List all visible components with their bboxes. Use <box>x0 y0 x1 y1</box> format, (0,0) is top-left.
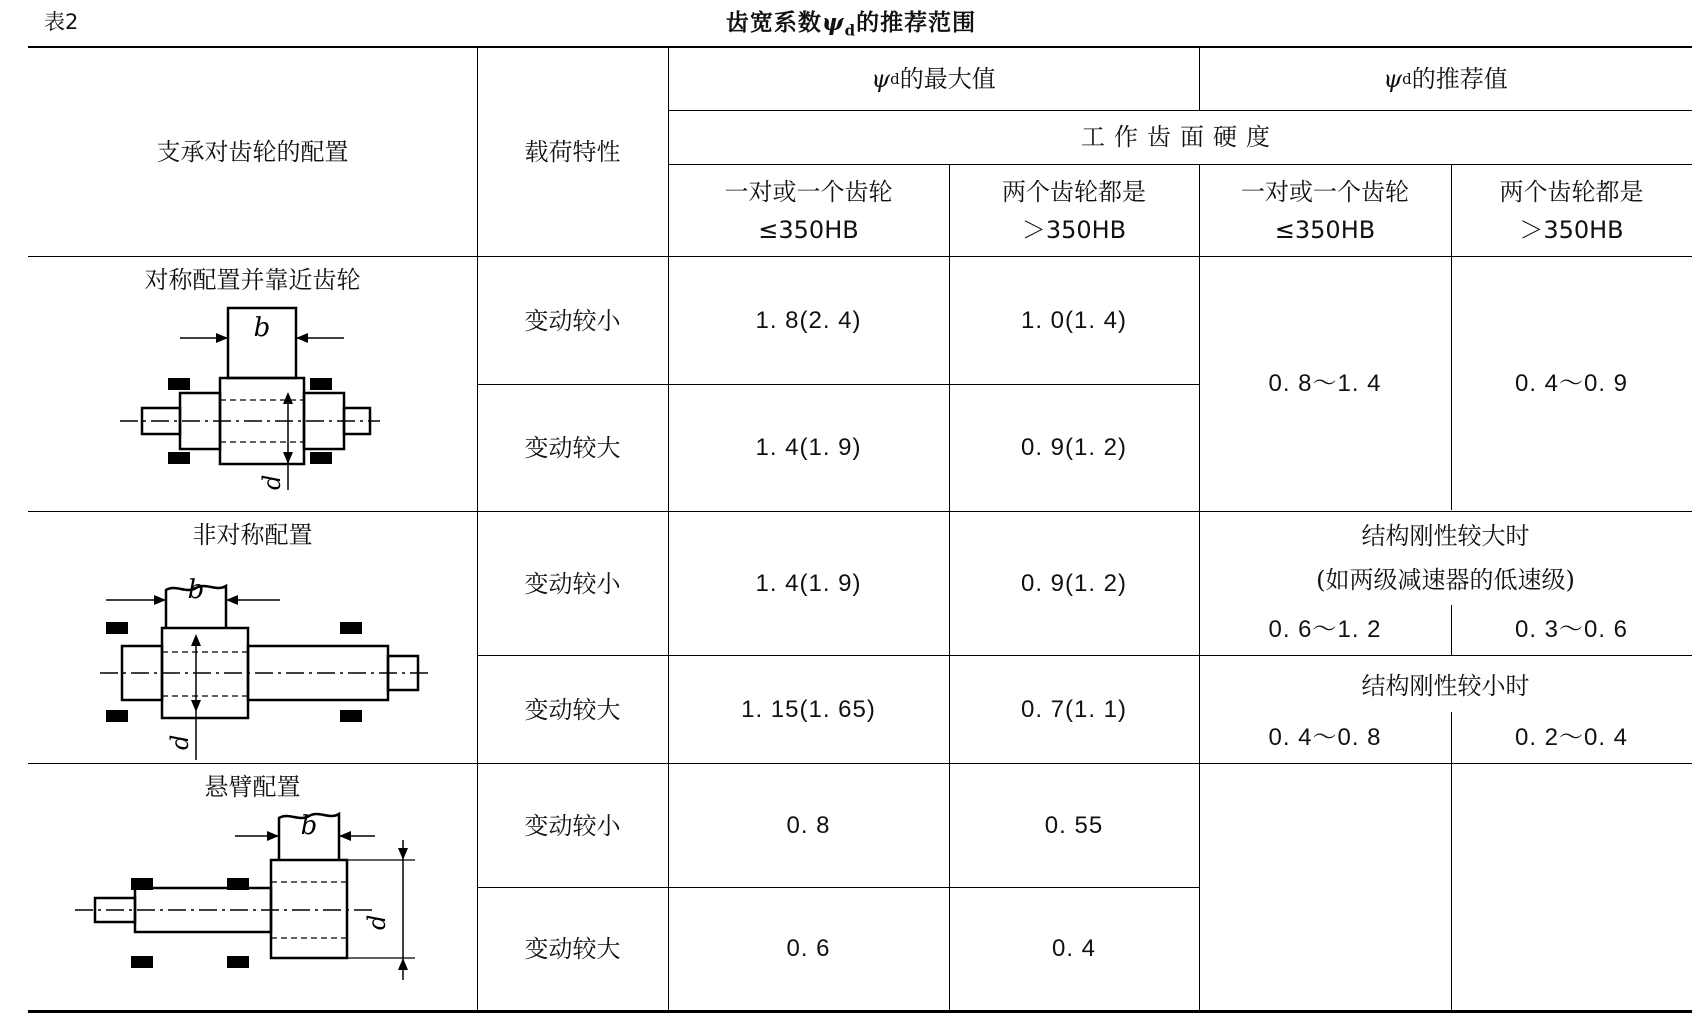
max-soft-cell: 1. 4(1. 9) <box>755 434 862 461</box>
header-load: 载荷特性 <box>524 138 621 166</box>
symmetric-gear-diagram <box>120 300 380 510</box>
bottom-rule <box>28 1010 1692 1013</box>
config-label: 对称配置并靠近齿轮 <box>144 266 361 294</box>
max-soft-cell: 0. 8 <box>786 811 831 839</box>
diameter-label: d <box>258 474 286 490</box>
load-cell: 变动较大 <box>524 935 621 963</box>
header-config: 支承对齿轮的配置 <box>156 138 349 166</box>
max-hard-cell: 0. 7(1. 1) <box>1020 695 1128 723</box>
header-recommended-value: ψ d 的推荐值 <box>1383 65 1508 93</box>
max-hard-cell: 0. 9(1. 2) <box>1020 434 1128 461</box>
width-label: b <box>187 575 205 605</box>
rec-note-rigid: 结构刚性较大时 <box>1361 522 1530 550</box>
subheader-col-2: 两个齿轮都是 ＞350HB <box>1002 177 1146 244</box>
max-hard-cell: 0. 4 <box>1051 935 1097 962</box>
header-max-value: ψ d 的最大值 <box>871 65 996 93</box>
rec-hard-cell: 0. 3～0. 6 <box>1514 616 1629 643</box>
width-label: b <box>253 313 271 343</box>
load-cell: 变动较小 <box>524 569 621 598</box>
cantilever-gear-diagram <box>75 810 435 1000</box>
diameter-label: d <box>166 734 194 750</box>
rec-hard-cell: 0. 2～0. 4 <box>1514 724 1629 751</box>
table-title: 齿宽系数$\psi_d$的推荐范围 <box>725 9 977 40</box>
diameter-label: d <box>363 914 391 930</box>
grid-line <box>1451 764 1452 1011</box>
rec-note-flexible: 结构刚性较小时 <box>1361 672 1530 700</box>
max-soft-cell: 0. 6 <box>786 935 831 962</box>
subheader-col-1: 一对或一个齿轮 ≤350HB <box>724 177 893 244</box>
load-cell: 变动较大 <box>524 434 621 462</box>
subheader-col-4: 两个齿轮都是 ＞350HB <box>1499 177 1644 244</box>
subheader-col-3: 一对或一个齿轮 ≤350HB <box>1241 177 1409 244</box>
rec-note-rigid-example: (如两级减速器的低速级) <box>1316 566 1575 594</box>
table-label: 表2 <box>44 10 79 34</box>
load-cell: 变动较小 <box>524 306 621 335</box>
width-label: b <box>300 811 318 841</box>
max-hard-cell: 0. 9(1. 2) <box>1020 569 1128 597</box>
rec-hard-cell: 0. 4～0. 9 <box>1514 370 1629 397</box>
max-soft-cell: 1. 4(1. 9) <box>755 569 862 597</box>
max-hard-cell: 1. 0(1. 4) <box>1020 306 1128 334</box>
asymmetric-gear-diagram <box>100 560 430 760</box>
load-cell: 变动较小 <box>524 811 621 840</box>
rec-soft-cell: 0. 6～1. 2 <box>1268 616 1382 643</box>
load-cell: 变动较大 <box>524 695 621 724</box>
header-hardness: 工作齿面硬度 <box>1081 123 1279 151</box>
config-label: 非对称配置 <box>192 521 313 549</box>
config-label: 悬臂配置 <box>204 773 301 801</box>
rec-soft-cell: 0. 8～1. 4 <box>1268 370 1382 397</box>
max-soft-cell: 1. 15(1. 65) <box>741 695 876 723</box>
max-hard-cell: 0. 55 <box>1044 811 1104 839</box>
max-soft-cell: 1. 8(2. 4) <box>755 306 862 334</box>
rec-soft-cell: 0. 4～0. 8 <box>1268 724 1382 751</box>
